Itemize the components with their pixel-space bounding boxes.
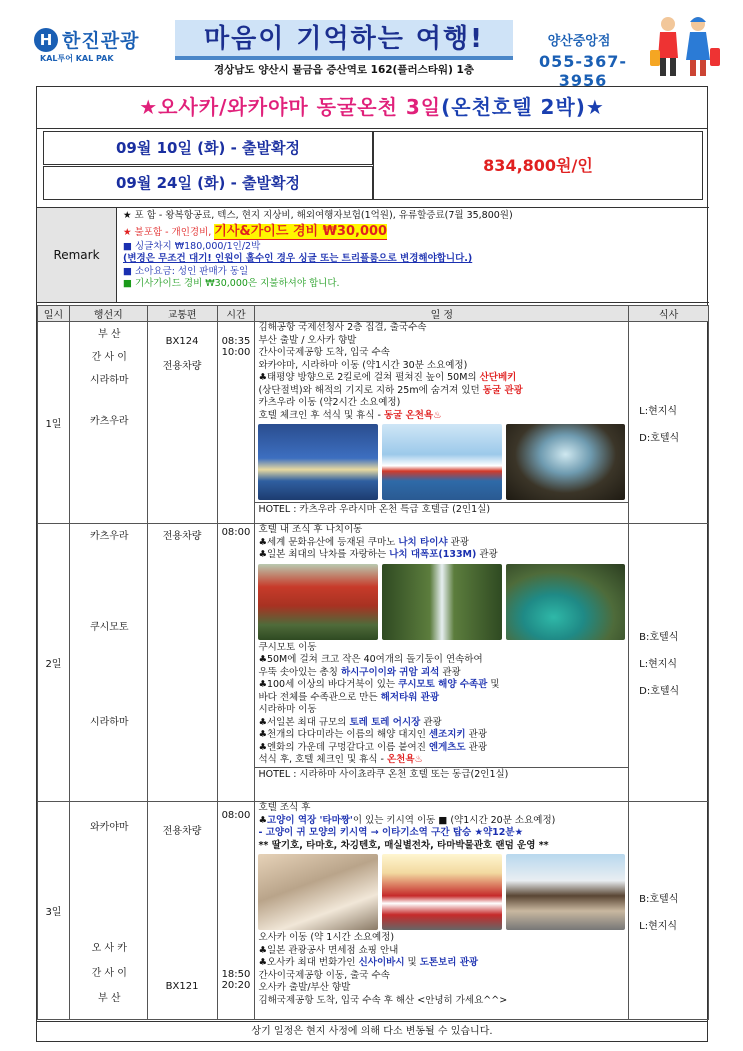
highlight-fish-market: 토레 토레 어시장 [349, 716, 421, 728]
day-3-label: 3일 [38, 802, 70, 1020]
itinerary-line: - 고양이 귀 모양의 키시역 → 이타기소역 구간 탑승 ★약12분★ [258, 827, 524, 838]
highlight-cave-onsen: 동굴 온천욕♨ [383, 409, 442, 421]
header-transport: 교통편 [147, 306, 217, 322]
day-1-transport [147, 322, 217, 524]
tour-title [37, 87, 707, 129]
day-1-itinerary [255, 322, 629, 524]
day-2-transport [147, 524, 217, 802]
meal: D:호텔식 [639, 432, 680, 444]
itinerary-line: 우뚝 솟아있는 총칭 하시구이이와 귀암 괴석 관광 [258, 666, 461, 678]
time: 08:35 [221, 336, 251, 347]
header-meals: 식사 [629, 306, 709, 322]
day-1-times [217, 322, 255, 524]
day-2-destinations [69, 524, 147, 802]
photo-katsuura-hotel [258, 424, 378, 500]
destination: 간 사 이 [91, 968, 127, 979]
day-1-photos [258, 424, 625, 500]
highlight-senjojiki: 센조지키 [428, 729, 466, 740]
vehicle: 전용차량 [162, 531, 202, 542]
remark-change-notice: (변경은 무조건 대기! 인원이 홀수인 경우 싱글 또는 트리플룸으로 변경해야합니다.) [123, 253, 473, 265]
day-1-hotel: HOTEL : 카츠우라 우라시마 온천 특급 호텔급 (2인1실) [255, 502, 628, 516]
highlight-shinsaibashi: 신사이바시 [358, 957, 405, 968]
remark-excluded-text: ★ 불포함 - 개인경비, [123, 226, 212, 238]
remark-excluded [123, 223, 703, 241]
day-1-meals [629, 322, 709, 524]
agency-address: 경상남도 양산시 물금읍 증산역로 162(플러스타워) 1층 [214, 64, 474, 76]
schedule-day-2-row [38, 524, 709, 802]
destination: 카츠우라 [89, 531, 129, 542]
guide-fee-highlight: 기사&가이드 경비 ₩30,000 [214, 223, 388, 239]
remark-guide-fee: ■ 기사가이드 경비 ₩30,000은 지불하셔야 합니다. [123, 278, 340, 290]
destination: 오 사 카 [91, 943, 127, 954]
remark-included: ★ 포 함 - 왕복항공료, 텍스, 현지 지상비, 해외여행자보험(1억원), 유류할증료(7월 35,800원) [123, 210, 513, 221]
itinerary-line: (상단절벽)와 해적의 기지로 지하 25m에 숨겨져 있던 동굴 관광 [258, 384, 523, 396]
itinerary-line: ♣천개의 다다미라는 이름의 해양 대지인 센조지키 관광 [258, 729, 487, 740]
highlight-dotonbori: 도톤보리 관광 [419, 957, 479, 968]
time: 10:00 [221, 347, 251, 358]
destination: 간 사 이 [91, 352, 127, 363]
phone-number: 055-367-3956 [538, 52, 628, 90]
departure-date-1: 09월 10일 (화) - 출발확정 [43, 131, 373, 165]
meal: L:현지식 [639, 920, 678, 932]
travelers-illustration-icon [648, 14, 722, 80]
highlight-hashigui-iwa: 하시구이이와 귀암 괴석 [340, 666, 440, 678]
company-name: 한진관광 [62, 30, 140, 52]
itinerary-line: 호텔 내 조식 후 나치이동 [258, 524, 363, 535]
photo-pagoda-waterfall [258, 564, 378, 640]
destination: 카츠우라 [89, 416, 129, 427]
schedule-day-1-row [38, 322, 709, 524]
header [0, 0, 743, 90]
day-2-hotel: HOTEL : 시라하마 사이쵸라쿠 온천 호텔 또는 동급(2인1실) [255, 767, 628, 781]
schedule-disclaimer: 상기 일정은 현지 사정에 의해 다소 변동될 수 있습니다. [37, 1021, 707, 1041]
highlight-aquarium: 쿠시모토 해양 수족관 [398, 679, 488, 690]
itinerary-line: 호텔 조식 후 [258, 802, 311, 813]
itinerary-line: 시라하마 이동 [258, 704, 317, 715]
itinerary-line: 오사카 이동 (약 1시간 소요예정) [258, 932, 395, 943]
company-sub-brand: KAL투어 KAL PAK [40, 54, 114, 63]
destination: 시라하마 [89, 717, 129, 728]
flight-number: BX124 [165, 336, 199, 347]
day-3-transport [147, 802, 217, 1020]
itinerary-line: 간사이국제공항 도착, 입국 수속 [258, 347, 390, 358]
destination: 시라하마 [89, 375, 129, 386]
highlight-undersea-tower: 해저타워 관광 [380, 691, 440, 703]
itinerary-line: 호텔 체크인 후 석식 및 휴식 - 동굴 온천욕♨ [258, 409, 442, 421]
itinerary-line: ♣일본 관광공사 면세점 쇼핑 안내 [258, 944, 399, 956]
time: 18:50 [221, 969, 251, 980]
company-logo [34, 26, 139, 53]
itinerary-line: 김해공항 국제선청사 2층 집결, 출국수속 [258, 322, 427, 333]
remark-single-charge: ■ 싱글차지 ₩180,000/1인/2박 [123, 240, 261, 252]
time: 08:00 [221, 527, 251, 538]
time: 20:20 [221, 980, 251, 991]
itinerary-line: 석식 후, 호텔 체크인 및 휴식 - 온천욕♨ [258, 754, 424, 765]
day-2-photos [258, 564, 625, 640]
tour-price: 834,800원/인 [373, 131, 703, 200]
meal: L:현지식 [639, 659, 678, 670]
header-day: 일시 [38, 306, 70, 322]
photo-ferry [382, 424, 502, 500]
meal: L:현지식 [639, 405, 678, 417]
header-destination: 행선지 [69, 306, 147, 322]
departure-date-2: 09월 24일 (화) - 출발확정 [43, 166, 373, 200]
itinerary-sheet [36, 86, 708, 1042]
meal: D:호텔식 [639, 686, 680, 697]
itinerary-line: ♣일본 최대의 낙차를 자랑하는 나치 대폭포(133M) 관광 [258, 549, 498, 560]
photo-blue-pool [506, 564, 626, 640]
itinerary-line: 오사카 출발/부산 향발 [258, 982, 351, 993]
photo-cat-stationmaster [258, 854, 378, 930]
branch-name: 양산중앙점 [547, 34, 611, 49]
itinerary-line: ♣고양이 역장 '타마짱'이 있는 키시역 이동 ■ (약1시간 20분 소요예정) [258, 814, 556, 826]
header-itinerary: 일 정 [255, 306, 629, 322]
photo-sea-cave [506, 424, 626, 500]
slogan-banner: 마음이 기억하는 여행! [175, 20, 513, 60]
photo-kishigawa-train [382, 854, 502, 930]
itinerary-line: ♣50M에 걸쳐 크고 작은 40여개의 돌기둥이 연속하여 [258, 654, 483, 665]
departure-section [37, 131, 709, 205]
time: 08:00 [221, 810, 251, 821]
day-1-destinations [69, 322, 147, 524]
itinerary-line: ♣세계 문화유산에 등재된 쿠마노 나치 타이샤 관광 [258, 536, 469, 548]
day-3-times [217, 802, 255, 1020]
remark-child-fare: ■ 소아요금: 성인 판매가 동일 [123, 265, 249, 277]
day-2-itinerary [255, 524, 629, 802]
vehicle: 전용차량 [162, 361, 202, 372]
highlight-onsen: 온천욕♨ [387, 754, 424, 765]
day-2-times [217, 524, 255, 802]
schedule-day-3-row [38, 802, 709, 1020]
itinerary-line: ♣서일본 최대 규모의 토레 토레 어시장 관광 [258, 716, 442, 728]
itinerary-line: ♣엔화의 가운데 구멍같다고 이름 붙여진 엔게츠도 관광 [258, 741, 487, 753]
itinerary-line: 와카야마, 시라하마 이동 (약1시간 30분 소요예정) [258, 359, 468, 371]
highlight-cave-tour: 동굴 관광 [482, 384, 523, 396]
day-3-photos [258, 854, 625, 930]
itinerary-line: 김해국제공항 도착, 입국 수속 후 해산 <안녕히 가세요^^> [258, 994, 508, 1006]
day-2-label: 2일 [38, 524, 70, 802]
tour-title-hotel: (온천호텔 2박)★ [441, 95, 605, 119]
destination: 부 산 [98, 993, 121, 1004]
highlight-cat-stationmaster: 고양이 역장 '타마짱' [266, 814, 353, 826]
destination: 부 산 [98, 329, 121, 340]
highlight-sandanbeki: 산단베키 [479, 372, 517, 383]
itinerary-line: ♣100세 이상의 바다거북이 있는 쿠시모토 해양 수족관 및 [258, 679, 500, 690]
day-1-label: 1일 [38, 322, 70, 524]
highlight-engetsu: 엔게츠도 [428, 741, 466, 753]
destination: 쿠시모토 [89, 622, 129, 633]
day-3-destinations [69, 802, 147, 1020]
itinerary-line: ♣오사카 최대 번화가인 신사이바시 및 도톤보리 관광 [258, 957, 479, 968]
destination: 와카야마 [89, 822, 129, 833]
meal: B:호텔식 [639, 632, 679, 643]
day-3-itinerary [255, 802, 629, 1020]
itinerary-line: 간사이국제공항 이동, 출국 수속 [258, 969, 390, 981]
photo-forest-waterfall [382, 564, 502, 640]
remark-section [37, 207, 709, 303]
itinerary-line: 쿠시모토 이동 [258, 641, 317, 653]
tour-title-main: ★오사카/와카야마 동굴온천 3일 [139, 95, 442, 119]
highlight-nachi-falls: 나치 대폭포(133M) [389, 549, 477, 560]
flight-number: BX121 [165, 981, 199, 992]
schedule-table [37, 305, 709, 1020]
meal: B:호텔식 [639, 893, 679, 905]
remark-label: Remark [37, 208, 117, 302]
schedule-header-row [38, 306, 709, 322]
itinerary-line: ♣태평양 방향으로 2킬로에 걸쳐 펼쳐진 높이 50M의 산단베키 [258, 372, 517, 383]
vehicle: 전용차량 [162, 826, 202, 837]
itinerary-line: 카츠우라 이동 (약2시간 소요예정) [258, 397, 401, 408]
photo-kishi-station [506, 854, 626, 930]
day-3-meals [629, 802, 709, 1020]
day-2-meals [629, 524, 709, 802]
itinerary-line: 부산 출발 / 오사카 향발 [258, 334, 357, 346]
header-time: 시간 [217, 306, 255, 322]
itinerary-line: ** 딸기호, 타마호, 차깅텐호, 매실별전차, 타마박물관호 랜덤 운영 ** [258, 839, 549, 851]
itinerary-line: 바다 전체를 수족관으로 만든 해저타워 관광 [258, 691, 440, 703]
logo-mark-icon: H [34, 28, 58, 52]
highlight-nachi-taisha: 나치 타이샤 [398, 536, 448, 548]
